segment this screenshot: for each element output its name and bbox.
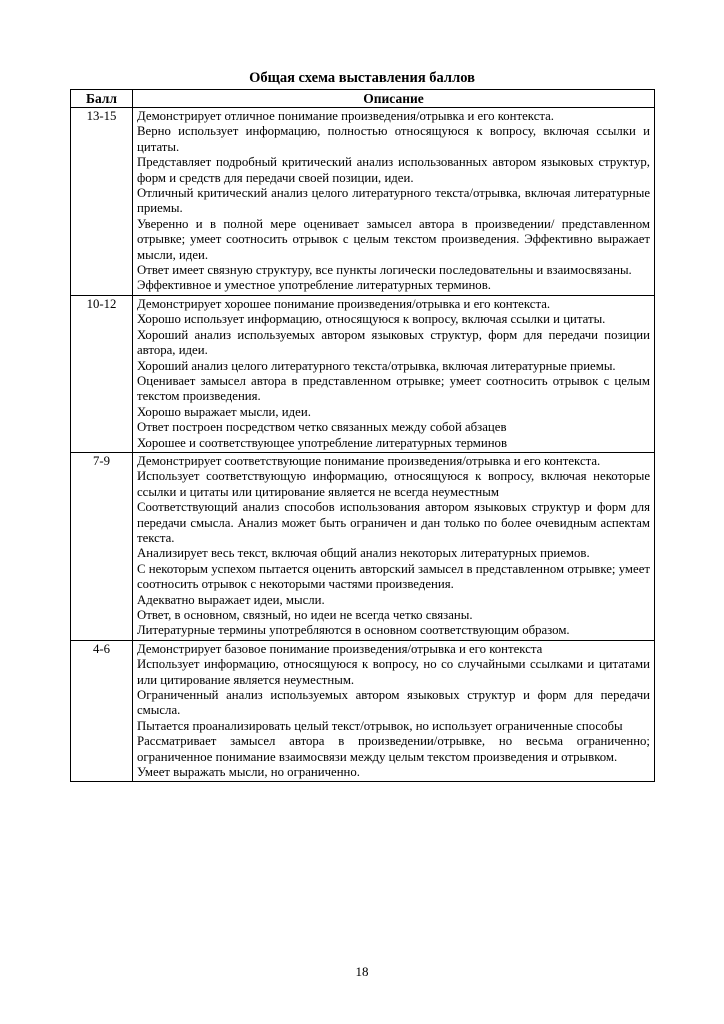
criterion-item: Эффективное и уместное употребление литературных терминов.	[137, 278, 491, 293]
criterion-item: Представляет подробный критический анализ использованных автором языковых структур, форм и средств для передачи своей позиции, идеи.	[137, 155, 650, 185]
criterion-item: Верно использует информацию, полностью относящуюся к вопросу, включая ссылки и цитаты.	[137, 124, 650, 154]
criterion-item: Демонстрирует отличное понимание произведения/отрывка и его контекста.	[137, 109, 555, 123]
score-cell: 13-15	[71, 108, 133, 296]
table-row	[71, 640, 655, 782]
criterion-item: Хорошо выражает мысли, идеи.	[137, 404, 311, 419]
criterion-item: Демонстрирует хорошее понимание произведения/отрывка и его контекста.	[137, 296, 551, 311]
criterion-item: Литературные термины употребляются в основном соответствующим образом.	[137, 623, 570, 638]
page-number: 18	[355, 964, 369, 979]
score-cell: 7-9	[71, 452, 133, 640]
criterion-item: Анализирует весь текст, включая общий анализ некоторых литературных приемов.	[137, 546, 590, 561]
criterion-item: Хорошо использует информацию, относящуюся к вопросу, включая ссылки и цитаты.	[137, 312, 606, 327]
header-description: Описание	[133, 90, 655, 108]
table-row	[71, 452, 655, 640]
criterion-item: Демонстрирует базовое понимание произведения/отрывка и его контекста	[137, 641, 543, 656]
table-title: Общая схема выставления баллов	[249, 70, 475, 86]
score-cell: 4-6	[71, 640, 133, 782]
criterion-item: Уверенно и в полной мере оценивает замысел автора в произведении/ представленном отрывке; умеет соотносить отрывок с целым текстом произведения. Эффективно выражает мысли, идеи.	[137, 216, 650, 262]
table-row	[71, 108, 655, 296]
score-cell: 10-12	[71, 295, 133, 452]
criterion-item: Ответ, в основном, связный, но идеи не всегда четко связаны.	[137, 608, 473, 622]
criterion-item: Отличный критический анализ целого литературного текста/отрывка, включая литературные приемы.	[137, 186, 650, 216]
criterion-item: Умеет выражать мысли, но ограниченно.	[137, 765, 361, 780]
criterion-item: Оценивает замысел автора в представленном отрывке; умеет соотносить отрывок с целым текстом произведения.	[137, 373, 650, 404]
criterion-item: Хорошее и соответствующее употребление литературных терминов	[137, 435, 508, 450]
criterion-item: Соответствующий анализ способов использования автором языковых структур и форм для передачи смысла. Анализ может быть ограничен и дан только по более очевидным аспектам текста.	[137, 500, 650, 545]
criterion-item: Использует соответствующую информацию, относящуюся к вопросу, включая некоторые ссылки и цитаты или цитирование является не всегда неуместным	[137, 469, 650, 499]
criterion-item: Использует информацию, относящуюся к вопросу, но со случайными ссылками и цитатами или цитирование является неуместным.	[137, 657, 650, 687]
description-cell	[133, 640, 655, 782]
criterion-item: Адекватно выражает идеи, мысли.	[137, 592, 325, 607]
criterion-item: Ограниченный анализ используемых автором языковых структур и форм для передачи смысла.	[137, 688, 650, 718]
criterion-item: Рассматривает замысел автора в произведении/отрывке, но весьма ограниченно; ограниченное понимание взаимосвязи между целым текстом произведения и отрывком.	[137, 734, 650, 764]
description-cell	[133, 108, 655, 296]
description-cell	[133, 295, 655, 452]
criterion-item: С некоторым успехом пытается оценить авторский замысел в представленном отрывке; умеет соотносить отрывок с некоторыми частями произведения.	[137, 561, 650, 592]
criterion-item: Хороший анализ целого литературного текста/отрывка, включая литературные приемы.	[137, 358, 616, 373]
scoring-table	[70, 89, 655, 782]
criterion-item: Ответ построен посредством четко связанных между собой абзацев	[137, 420, 507, 435]
criterion-item: Демонстрирует соответствующие понимание произведения/отрывка и его контекста.	[137, 453, 601, 468]
header-score: Балл	[71, 90, 133, 108]
criterion-item: Хороший анализ используемых автором языковых структур, форм для передачи позиции автора, идеи.	[137, 327, 650, 358]
criterion-item: Ответ имеет связную структуру, все пункты логически последовательны и взаимосвязаны.	[137, 263, 632, 278]
table-row	[71, 295, 655, 452]
header-row	[71, 90, 655, 108]
description-cell	[133, 452, 655, 640]
criterion-item: Пытается проанализировать целый текст/отрывок, но использует ограниченные способы	[137, 718, 623, 733]
